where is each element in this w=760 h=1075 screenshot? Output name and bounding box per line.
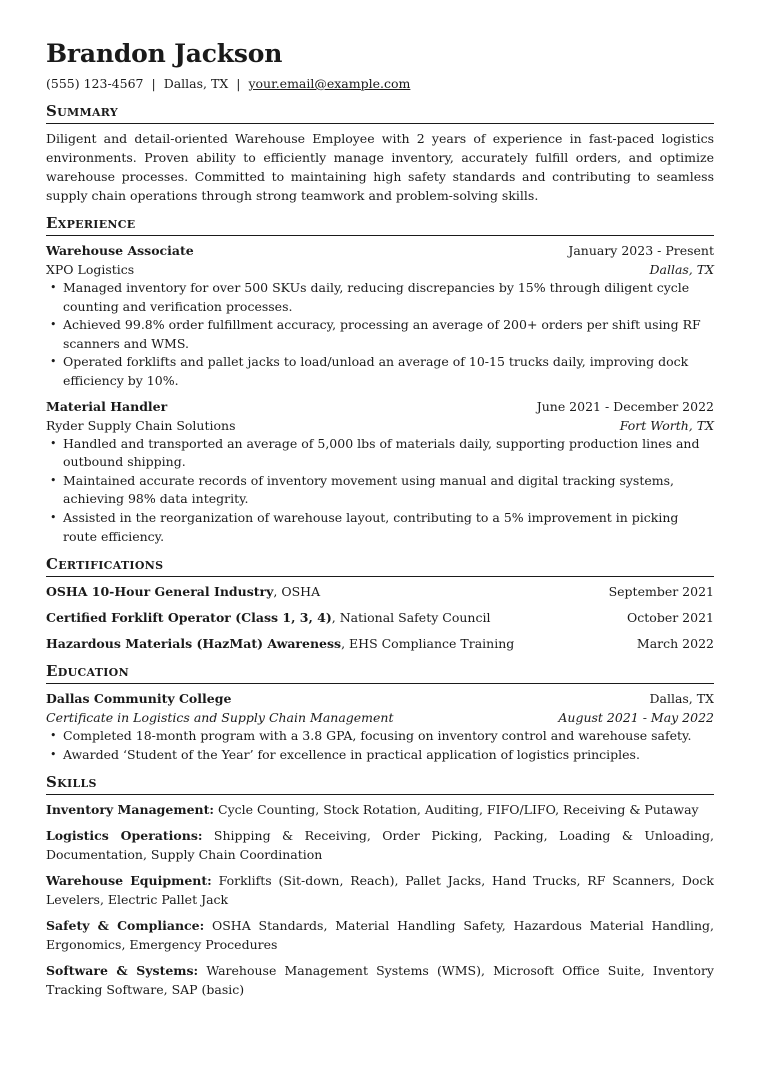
certification-name: Certified Forklift Operator (Class 1, 3, 4) <box>46 610 332 626</box>
skills-heading: Skills <box>46 773 714 795</box>
certification-date: March 2022 <box>636 636 714 652</box>
location: Dallas, TX <box>163 76 229 91</box>
skill-details: Warehouse Management Systems (WMS), Microsoft Office Suite, Inventory Tracking Software, SAP (basic) <box>46 963 714 998</box>
job-location: Dallas, TX <box>649 262 714 277</box>
certification-item <box>46 582 714 601</box>
bullet-item: • Achieved 99.8% order fulfillment accuracy, processing an average of 200+ orders per shift using RF scanners and WMS. <box>63 316 714 353</box>
job-title: Material Handler <box>46 398 168 414</box>
skill-details: Forklifts (Sit-down, Reach), Pallet Jacks, Hand Trucks, RF Scanners, Dock Levelers, Electric Pallet Jack <box>46 873 714 908</box>
certification-date: October 2021 <box>627 610 714 626</box>
skill-category: Warehouse Equipment: <box>46 873 212 889</box>
certifications-heading: Certifications <box>46 555 714 577</box>
job-entry <box>46 241 714 391</box>
bullet-item: • Assisted in the reorganization of warehouse layout, contributing to a 5% improvement in picking route efficiency. <box>63 509 714 546</box>
contact-separator: | <box>236 76 241 91</box>
summary-text: Diligent and detail-oriented Warehouse Employee with 2 years of experience in fast-paced logistics environments. Proven ability to efficiently manage inventory, accurately fulfill orders, and optimize warehouse processes. Committed to maintaining high safety standards and contributing to seamless supply chain operations through strong teamwork and problem-solving skills. <box>46 131 714 203</box>
skill-item <box>46 826 714 864</box>
certification-item <box>46 634 714 653</box>
certification-name: Hazardous Materials (HazMat) Awareness <box>46 636 342 652</box>
skill-category: Safety & Compliance: <box>46 918 205 934</box>
bullet-item: • Maintained accurate records of inventory movement using manual and digital tracking systems, achieving 98% data integrity. <box>63 472 714 509</box>
education-bullets <box>46 727 714 764</box>
program-name: Certificate in Logistics and Supply Chain Management <box>46 710 394 726</box>
bullet-item: • Managed inventory for over 500 SKUs daily, reducing discrepancies by 15% through diligent cycle counting and verification processes. <box>63 279 714 316</box>
skill-item <box>46 961 714 999</box>
education-dates: August 2021 - May 2022 <box>558 710 714 726</box>
certification-issuer: , EHS Compliance Training <box>341 636 515 652</box>
job-dates: June 2021 - December 2022 <box>536 398 714 414</box>
school-name: Dallas Community College <box>46 691 232 707</box>
experience-heading: Experience <box>46 214 714 236</box>
job-bullets <box>46 435 714 547</box>
job-bullets <box>46 279 714 391</box>
job-title: Warehouse Associate <box>46 243 194 258</box>
job-location: Fort Worth, TX <box>619 417 714 433</box>
job-entry <box>46 397 714 547</box>
contact-separator: | <box>151 76 156 91</box>
skill-item <box>46 800 714 819</box>
certification-item <box>46 608 714 627</box>
skill-details: Shipping & Receiving, Order Picking, Packing, Loading & Unloading, Documentation, Supply Chain Coordination <box>46 828 714 863</box>
skills-list <box>46 800 714 999</box>
company-name: XPO Logistics <box>46 262 135 277</box>
job-dates: January 2023 - Present <box>568 243 714 258</box>
bullet-item: • Completed 18-month program with a 3.8 GPA, focusing on inventory control and warehouse safety. <box>63 727 714 746</box>
skill-item <box>46 871 714 909</box>
skill-category: Software & Systems: <box>46 963 199 979</box>
email-link[interactable]: your.email@example.com <box>248 76 411 91</box>
bullet-item: • Handled and transported an average of 5,000 lbs of materials daily, supporting production lines and outbound shipping. <box>63 435 714 472</box>
certifications-list <box>46 582 714 653</box>
skill-details: OSHA Standards, Material Handling Safety, Hazardous Material Handling, Ergonomics, Emergency Procedures <box>46 918 714 953</box>
skill-item <box>46 916 714 954</box>
skill-category: Inventory Management: <box>46 802 215 818</box>
certification-date: September 2021 <box>608 584 714 600</box>
summary-heading: Summary <box>46 102 714 124</box>
skill-category: Logistics Operations: <box>46 828 203 844</box>
certification-issuer: , National Safety Council <box>331 610 491 626</box>
phone-number: (555) 123-4567 <box>46 76 144 91</box>
certification-name: OSHA 10-Hour General Industry <box>46 584 274 600</box>
education-entry <box>46 689 714 764</box>
bullet-item: • Operated forklifts and pallet jacks to load/unload an average of 10-15 trucks daily, improving dock efficiency by 10%. <box>63 353 714 390</box>
bullet-item: • Awarded ‘Student of the Year’ for excellence in practical application of logistics principles. <box>63 746 714 765</box>
education-heading: Education <box>46 662 714 684</box>
contact-line <box>46 75 714 93</box>
school-location: Dallas, TX <box>649 691 714 707</box>
candidate-name: Brandon Jackson <box>46 39 283 68</box>
company-name: Ryder Supply Chain Solutions <box>46 417 236 433</box>
skill-details: Cycle Counting, Stock Rotation, Auditing, FIFO/LIFO, Receiving & Putaway <box>214 802 699 818</box>
certification-issuer: , OSHA <box>273 584 321 600</box>
